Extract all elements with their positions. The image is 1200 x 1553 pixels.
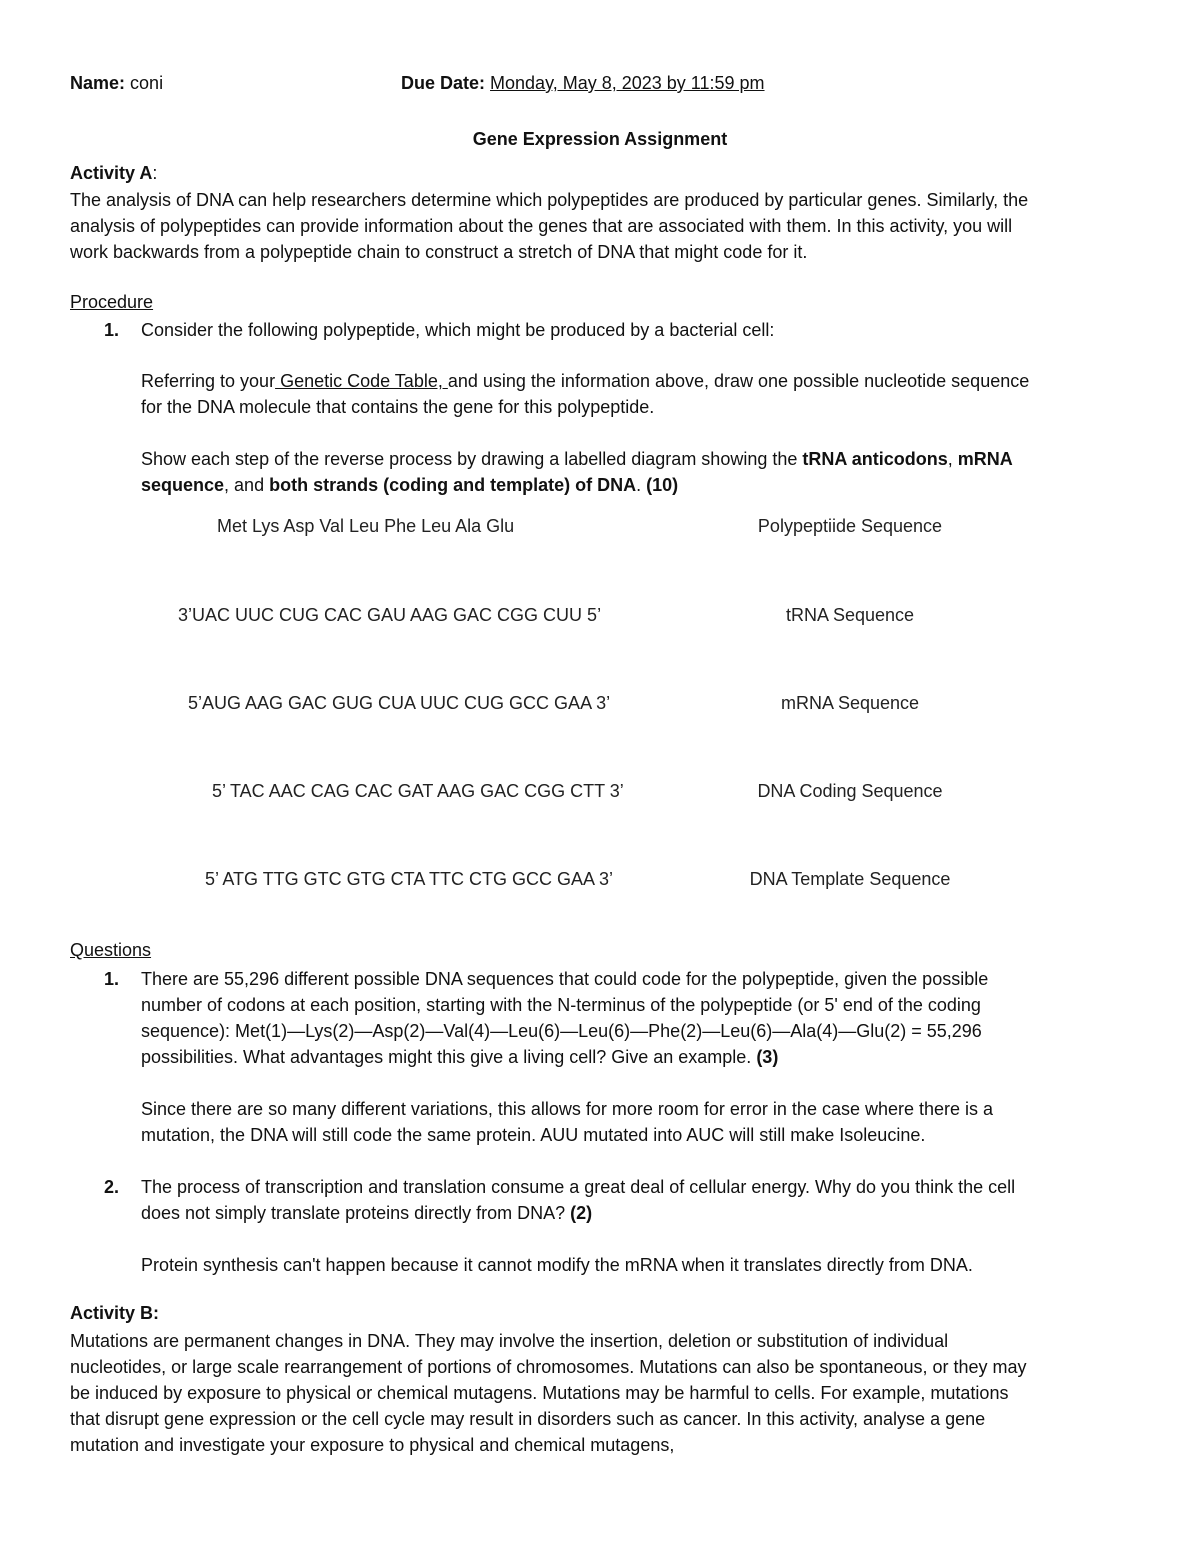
dna-coding-sequence: 5’ TAC AAC CAG CAC GAT AAG GAC CGG CTT 3’ [212, 781, 624, 801]
activity-a-heading: Activity A: [70, 163, 158, 183]
trna-sequence: 3’UAC UUC CUG CAC GAU AAG GAC CGG CUU 5’ [178, 605, 602, 625]
question-2-text: The process of transcription and translation consume a great deal of cellular energy. Why do you think the cell does not simply translate proteins directly from DNA? (2) [141, 1177, 1016, 1223]
activity-a-intro: The analysis of DNA can help researchers determine which polypeptides are produced by particular genes. Similarly, the analysis of polypeptides can provide information about the genes that are associated with them. In this activity, you will work backwards from a polypeptide chain to construct a stretch of DNA that might code for it. [70, 190, 1029, 262]
activity-b-intro: Mutations are permanent changes in DNA. They may involve the insertion, deletion or substitution of individual nucleotides, or large scale rearrangement of portions of chromosomes. Mutations can also be spontaneous, or they may be induced by exposure to physical or chemical mutagens. Mutations may be harmful to cells. For example, mutations that disrupt gene expression or the cell cycle may result in disorders such as cancer. In this activity, analyse a gene mutation and investigate your exposure to physical and chemical mutagens, [70, 1331, 1027, 1455]
procedure-heading: Procedure [70, 292, 154, 312]
page-title: Gene Expression Assignment [472, 129, 728, 149]
activity-b-heading: Activity B: [70, 1303, 160, 1323]
name-label: Name: [70, 73, 126, 93]
step-1-text: Consider the following polypeptide, which might be produced by a bacterial cell: [141, 320, 775, 340]
step-1-number: 1. [104, 320, 120, 340]
name-value: coni [130, 73, 164, 93]
question-1-number: 1. [104, 969, 120, 989]
due-date-value: Monday, May 8, 2023 by 11:59 pm [490, 73, 765, 93]
polypeptide-sequence-label: Polypeptiide Sequence [757, 516, 943, 536]
question-2-number: 2. [104, 1177, 120, 1197]
due-date-field [401, 73, 765, 94]
genetic-code-table-link[interactable]: Genetic Code Table, [275, 371, 448, 391]
trna-sequence-label: tRNA Sequence [785, 605, 915, 625]
mrna-sequence: 5’AUG AAG GAC GUG CUA UUC CUG GCC GAA 3’ [188, 693, 611, 713]
question-1-answer: Since there are so many different variations, this allows for more room for error in the case where there is a mutation, the DNA will still code the same protein. AUU mutated into AUC will still make Isoleucine. [141, 1099, 994, 1145]
name-field [70, 73, 163, 94]
step-1-instructions: Show each step of the reverse process by drawing a labelled diagram showing the tRNA anticodons, mRNA sequence, and both strands (coding and template) of DNA. (10) [141, 449, 1013, 495]
questions-heading: Questions [70, 940, 152, 960]
question-2-answer: Protein synthesis can't happen because it cannot modify the mRNA when it translates directly from DNA. [141, 1255, 973, 1275]
step-1-reference: Referring to your Genetic Code Table, and using the information above, draw one possible nucleotide sequence for the DNA molecule that contains the gene for this polypeptide. [141, 371, 1030, 417]
dna-template-sequence-label: DNA Template Sequence [749, 869, 951, 889]
polypeptide-sequence: Met Lys Asp Val Leu Phe Leu Ala Glu [217, 516, 515, 536]
due-date-label: Due Date: [401, 73, 486, 93]
question-1-text: There are 55,296 different possible DNA sequences that could code for the polypeptide, given the possible number of codons at each position, starting with the N-terminus of the polypeptide (or 5' end of the coding sequence): Met(1)—Lys(2)—Asp(2)—Val(4)—Leu(6)—Leu(6)—Phe(2)—Leu(6)—Ala(4)—Glu(2) = 55,296 possibilities. What advantages might this give a living cell? Give an example. (3) [141, 969, 989, 1067]
dna-template-sequence: 5’ ATG TTG GTC GTG CTA TTC CTG GCC GAA 3’ [205, 869, 614, 889]
mrna-sequence-label: mRNA Sequence [780, 693, 920, 713]
dna-coding-sequence-label: DNA Coding Sequence [757, 781, 943, 801]
